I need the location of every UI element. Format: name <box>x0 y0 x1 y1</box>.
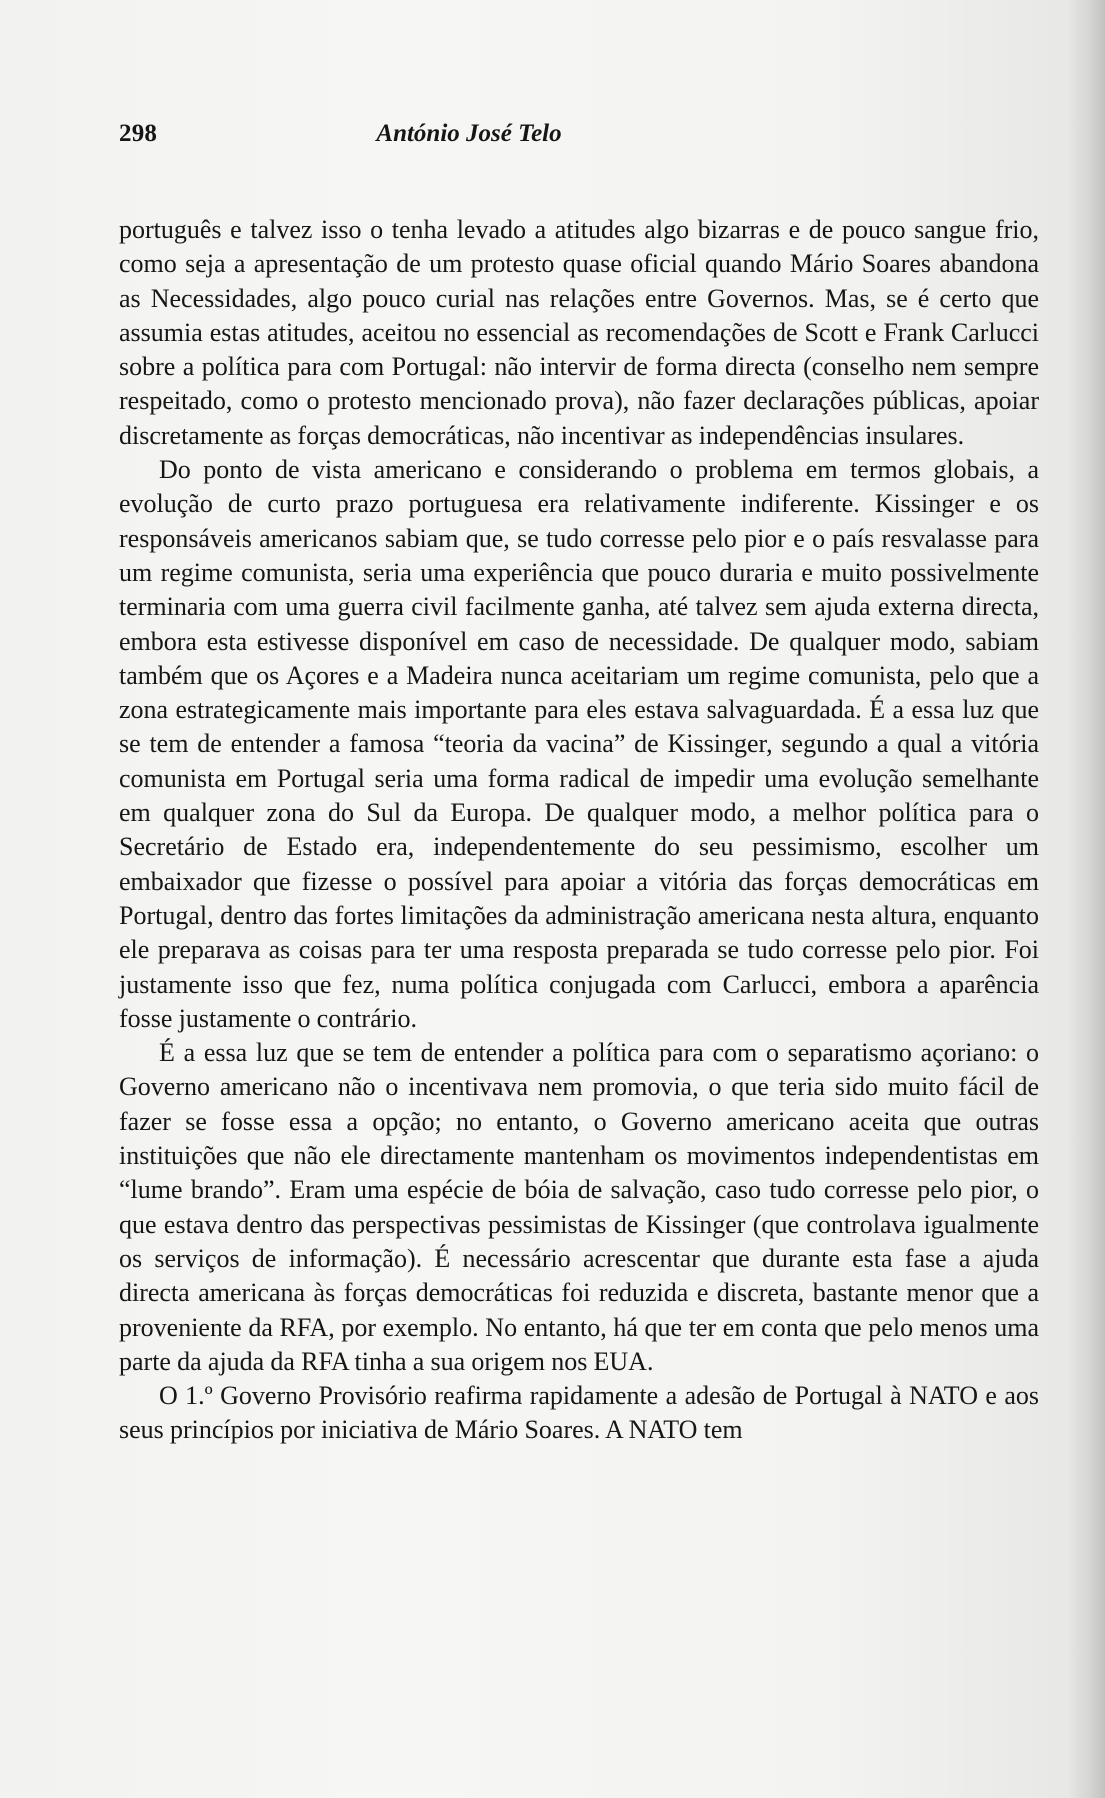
page-gutter-shadow <box>1067 0 1105 1798</box>
page-header <box>119 120 1039 160</box>
page-number: 298 <box>119 120 158 147</box>
paragraph-2: Do ponto de vista americano e considerando o problema em termos globais, a evolução de curto prazo portuguesa era relativamente indiferente. Kissinger e os responsáveis americanos sabiam que, se tudo corresse pelo pior e o país resvalasse para um regime comunista, seria uma experiência que pouco duraria e muito possivelmente terminaria com uma guerra civil facilmente ganha, até talvez sem ajuda externa directa, embora esta estivesse disponível em caso de necessidade. De qualquer modo, sabiam também que os Açores e a Madeira nunca aceitariam um regime comunista, pelo que a zona estrategicamente mais importante para eles estava salvaguardada. É a essa luz que se tem de entender a famosa “teoria da vacina” de Kissinger, segundo a qual a vitória comunista em Portugal seria uma forma radical de impedir uma evolução semelhante em qualquer zona do Sul da Europa. De qualquer modo, a melhor política para o Secretário de Estado era, independentemente do seu pessimismo, escolher um embaixador que fizesse o possível para apoiar a vitória das forças democráticas em Portugal, dentro das fortes limitações da administração americana nesta altura, enquanto ele preparava as coisas para ter uma resposta preparada se tudo corresse pelo pior. Foi justamente isso que fez, numa política conjugada com Carlucci, embora a aparência fosse justamente o contrário. <box>119 455 1039 1033</box>
body-text <box>119 213 1039 1448</box>
paragraph-4: O 1.º Governo Provisório reafirma rapidamente a adesão de Portugal à NATO e aos seus princípios por iniciativa de Mário Soares. A NATO tem <box>119 1381 1039 1445</box>
paragraph-3: É a essa luz que se tem de entender a política para com o separatismo açoriano: o Governo americano não o incentivava nem promovia, o que teria sido muito fácil de fazer se fosse essa a opção; no entanto, o Governo americano aceita que outras instituições que não ele directamente mantenham os movimentos independentistas em “lume brando”. Eram uma espécie de bóia de salvação, caso tudo corresse pelo pior, o que estava dentro das perspectivas pessimistas de Kissinger (que controlava igualmente os serviços de informação). É necessário acrescentar que durante esta fase a ajuda directa americana às forças democráticas foi reduzida e discreta, bastante menor que a proveniente da RFA, por exemplo. No entanto, há que ter em conta que pelo menos uma parte da ajuda da RFA tinha a sua origem nos EUA. <box>119 1038 1039 1376</box>
running-head-author: António José Telo <box>376 120 562 147</box>
paragraph-1: português e talvez isso o tenha levado a atitudes algo bizarras e de pouco sangue frio, como seja a apresentação de um protesto quase oficial quando Mário Soares abandona as Necessidades, algo pouco curial nas relações entre Governos. Mas, se é certo que assumia estas atitudes, aceitou no essencial as recomendações de Scott e Frank Carlucci sobre a política para com Portugal: não intervir de forma directa (conselho nem sempre respeitado, como o protesto mencionado prova), não fazer declarações públicas, apoiar discretamente as forças democráticas, não incentivar as independências insulares. <box>119 215 1039 450</box>
